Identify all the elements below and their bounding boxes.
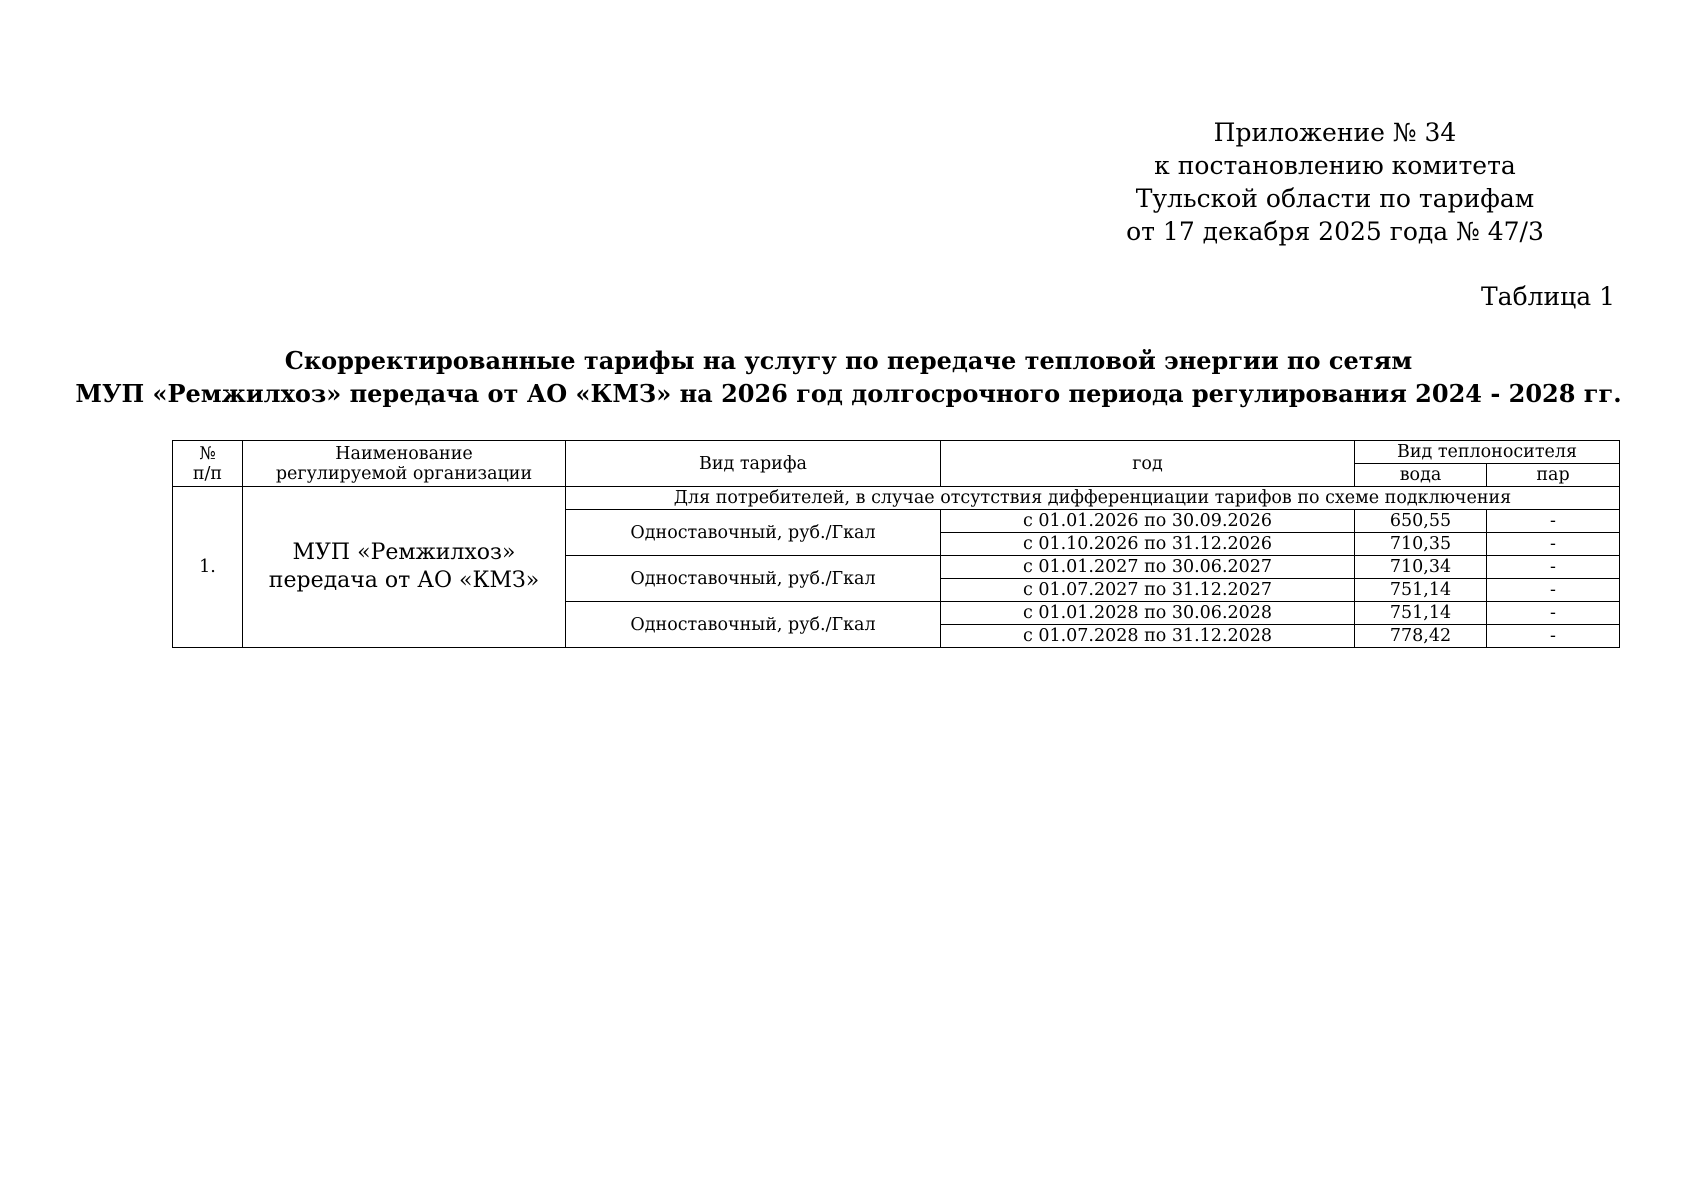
water-value-cell: 778,42 <box>1355 625 1487 648</box>
organization-name <box>243 487 566 648</box>
water-value-cell: 751,14 <box>1355 579 1487 602</box>
table-number: Таблица 1 <box>1480 282 1615 311</box>
header-water: вода <box>1355 464 1487 487</box>
title-line-1: Скорректированные тарифы на услугу по передаче тепловой энергии по сетям <box>284 346 1413 375</box>
organization-name-line-1: МУП «Ремжилхоз» <box>292 540 516 565</box>
document-title <box>0 344 1697 410</box>
table-header-row <box>173 441 1620 464</box>
period-cell: с 01.01.2028 по 30.06.2028 <box>941 602 1355 625</box>
water-value-cell: 710,34 <box>1355 556 1487 579</box>
header-number <box>173 441 243 487</box>
steam-value-cell: - <box>1487 625 1620 648</box>
organization-name-line-2: передача от АО «КМЗ» <box>268 568 540 593</box>
appendix-number: Приложение № 34 <box>1213 118 1457 147</box>
period-cell: с 01.01.2026 по 30.09.2026 <box>941 510 1355 533</box>
steam-value-cell: - <box>1487 579 1620 602</box>
period-cell: с 01.01.2027 по 30.06.2027 <box>941 556 1355 579</box>
tariff-table <box>172 440 1620 648</box>
water-value-cell: 710,35 <box>1355 533 1487 556</box>
period-cell: с 01.10.2026 по 31.12.2026 <box>941 533 1355 556</box>
period-cell: с 01.07.2027 по 31.12.2027 <box>941 579 1355 602</box>
header-number-line-1: № <box>199 443 216 464</box>
appendix-date: от 17 декабря 2025 года № 47/3 <box>1126 217 1544 246</box>
header-number-line-2: п/п <box>192 463 223 484</box>
header-organization <box>243 441 566 487</box>
title-line-2: МУП «Ремжилхоз» передача от АО «КМЗ» на 2026 год долгосрочного периода регулирования 2024 - 2028 гг. <box>75 379 1622 408</box>
steam-value-cell: - <box>1487 510 1620 533</box>
table-row <box>173 487 1620 510</box>
appendix-header <box>1055 116 1615 248</box>
section-label: Для потребителей, в случае отсутствия дифференциации тарифов по схеме подключения <box>566 487 1620 510</box>
header-organization-line-1: Наименование <box>335 443 473 464</box>
water-value-cell: 751,14 <box>1355 602 1487 625</box>
period-cell: с 01.07.2028 по 31.12.2028 <box>941 625 1355 648</box>
tariff-type-cell: Одноставочный, руб./Гкал <box>566 510 941 556</box>
tariff-type-cell: Одноставочный, руб./Гкал <box>566 556 941 602</box>
water-value-cell: 650,55 <box>1355 510 1487 533</box>
header-year: год <box>941 441 1355 487</box>
tariff-type-cell: Одноставочный, руб./Гкал <box>566 602 941 648</box>
steam-value-cell: - <box>1487 533 1620 556</box>
appendix-reference: к постановлению комитета <box>1154 151 1516 180</box>
header-heat-carrier: Вид теплоносителя <box>1355 441 1620 464</box>
header-organization-line-2: регулируемой организации <box>275 463 533 484</box>
row-number: 1. <box>173 487 243 648</box>
header-steam: пар <box>1487 464 1620 487</box>
appendix-committee: Тульской области по тарифам <box>1135 184 1535 213</box>
header-tariff-type: Вид тарифа <box>566 441 941 487</box>
steam-value-cell: - <box>1487 556 1620 579</box>
steam-value-cell: - <box>1487 602 1620 625</box>
